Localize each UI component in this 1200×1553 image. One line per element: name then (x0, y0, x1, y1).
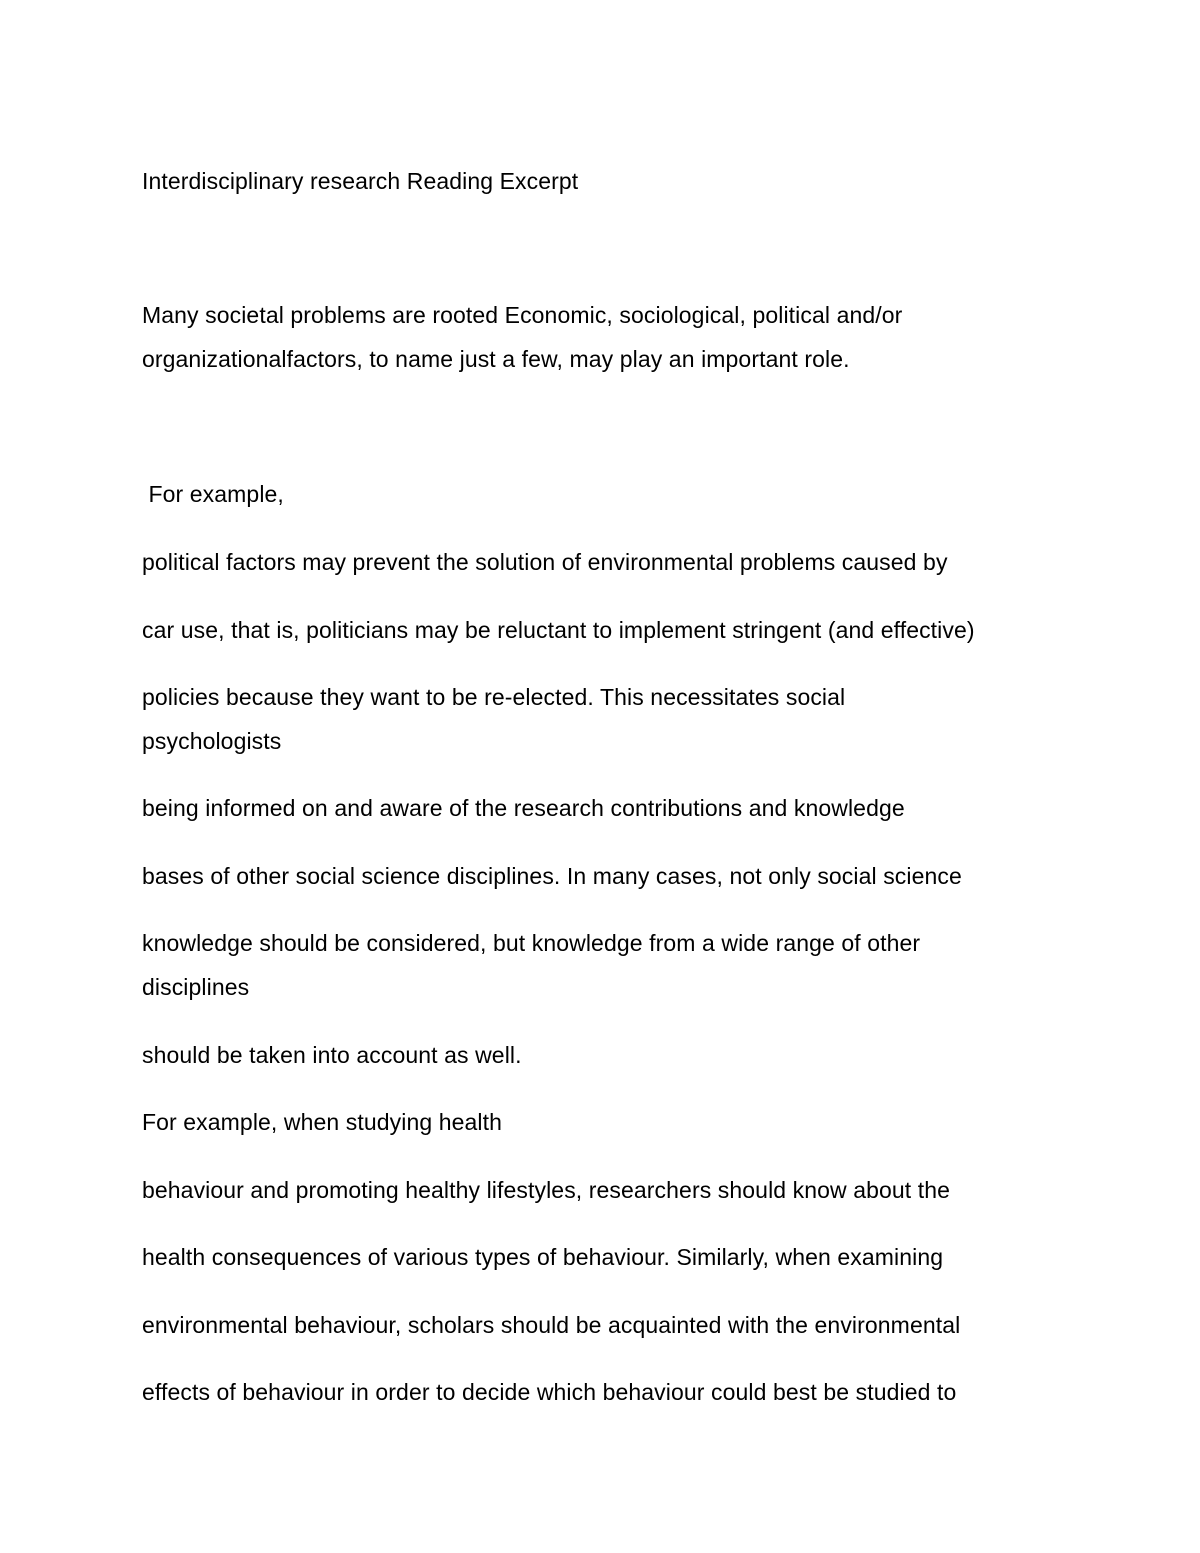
body-line: health consequences of various types of behaviour. Similarly, when examining (142, 1244, 944, 1270)
paragraph-1-line-2: organizationalfactors, to name just a few, may play an important role. (142, 346, 850, 372)
body-line: should be taken into account as well. (142, 1042, 522, 1068)
body-line: disciplines (142, 974, 250, 1000)
body-line: policies because they want to be re-elected. This necessitates social (142, 684, 846, 710)
body-line: knowledge should be considered, but knowledge from a wide range of other (142, 930, 921, 956)
body-line: political factors may prevent the solution of environmental problems caused by (142, 549, 948, 575)
body-line: being informed on and aware of the research contributions and knowledge (142, 795, 905, 821)
document-title: Interdisciplinary research Reading Excerpt (142, 168, 579, 194)
body-line: psychologists (142, 728, 282, 754)
body-line: bases of other social science disciplines. In many cases, not only social science (142, 863, 962, 889)
example-intro: For example, (142, 481, 284, 507)
body-line: For example, when studying health (142, 1109, 503, 1135)
body-line: car use, that is, politicians may be reluctant to implement stringent (and effective) (142, 617, 975, 643)
body-line: effects of behaviour in order to decide which behaviour could best be studied to (142, 1379, 957, 1405)
body-line: environmental behaviour, scholars should be acquainted with the environmental (142, 1312, 961, 1338)
paragraph-1-line-1: Many societal problems are rooted Economic, sociological, political and/or (142, 302, 903, 328)
body-line: behaviour and promoting healthy lifestyles, researchers should know about the (142, 1177, 951, 1203)
